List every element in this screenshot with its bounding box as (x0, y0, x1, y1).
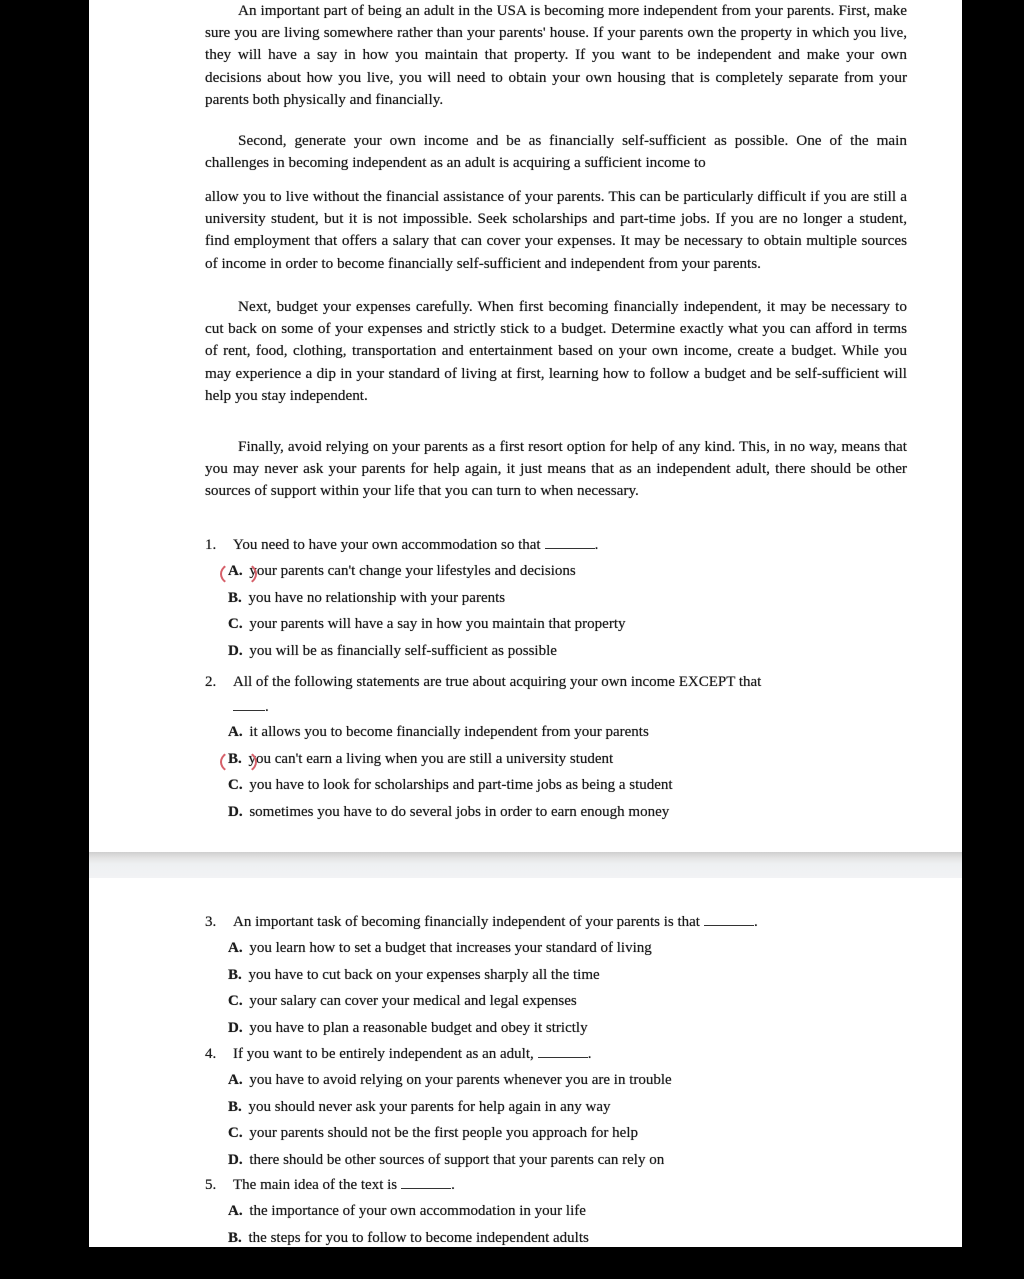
option-c[interactable] (205, 772, 915, 799)
option-letter: A. (228, 563, 243, 579)
option-letter: B. (228, 1229, 242, 1246)
option-letter: B. (228, 966, 242, 983)
question-stem (205, 909, 915, 935)
paragraph-text: Finally, avoid relying on your parents as a first resort option for help of any kind. This, in no way, means that you may never ask your parents for help again, it just means that as an independent adult, there should be other sources of support within your life that you can turn to when necessary. (205, 438, 907, 500)
question-number: 3. (205, 914, 217, 930)
option-c[interactable] (205, 1120, 915, 1147)
option-text: you have to avoid relying on your parents whenever you are in trouble (249, 1072, 672, 1088)
page-break-divider (89, 852, 962, 878)
passage-paragraph-1 (205, 0, 907, 111)
option-a[interactable] (205, 935, 915, 962)
option-letter: B. (228, 1098, 242, 1115)
question-stem (205, 1041, 915, 1067)
option-text: your parents can't change your lifestyles and decisions (249, 563, 576, 579)
option-d[interactable] (205, 1147, 915, 1174)
option-text: you have to look for scholarships and part-time jobs as being a student (249, 777, 673, 793)
option-text: you learn how to set a budget that increases your standard of living (249, 940, 652, 956)
option-c[interactable] (205, 988, 915, 1015)
question-stem (205, 532, 915, 558)
option-a[interactable] (205, 1198, 915, 1225)
option-letter: D. (228, 1019, 243, 1036)
option-letter: B. (228, 589, 242, 606)
option-d[interactable] (205, 1015, 915, 1042)
option-a[interactable] (205, 719, 915, 746)
option-text: you can't earn a living when you are still a university student (248, 750, 614, 767)
option-letter: C. (228, 993, 243, 1009)
option-letter: A. (228, 1203, 243, 1219)
answer-blank (233, 696, 265, 711)
option-text: it allows you to become financially independent from your parents (249, 724, 649, 740)
option-letter: A. (228, 724, 243, 740)
passage-paragraph-2-part-1 (205, 130, 907, 174)
option-d[interactable] (205, 638, 915, 665)
stem-end: . (753, 914, 758, 930)
option-text: your parents should not be the first people you approach for help (249, 1125, 638, 1141)
stem-text: You need to have your own accommodation so that (233, 537, 541, 553)
passage-paragraph-2-part-2 (205, 186, 907, 275)
option-text: the importance of your own accommodation in your life (249, 1203, 586, 1219)
question-2 (205, 669, 915, 825)
option-letter: C. (228, 1125, 243, 1141)
answer-circle-mark (220, 749, 257, 775)
option-text: the steps for you to follow to become independent adults (248, 1229, 589, 1246)
question-number: 4. (205, 1046, 217, 1062)
option-a[interactable] (205, 1067, 915, 1094)
option-letter: D. (228, 642, 243, 659)
option-text: your parents will have a say in how you maintain that property (249, 616, 626, 632)
option-letter: D. (228, 803, 243, 820)
option-b[interactable] (205, 746, 915, 773)
question-4 (205, 1041, 915, 1173)
answer-circle-mark (220, 561, 257, 587)
stem-end: . (451, 1177, 455, 1193)
option-text: you will be as financially self-sufficient as possible (249, 642, 557, 659)
option-text: you have to cut back on your expenses sharply all the time (248, 966, 600, 983)
stem-end: . (594, 537, 599, 553)
answer-blank (401, 1174, 451, 1189)
option-letter: B. (228, 750, 242, 767)
question-stem (205, 1172, 915, 1198)
question-text (233, 1172, 455, 1198)
question-text (233, 909, 758, 935)
passage-paragraph-3 (205, 296, 907, 407)
option-b[interactable] (205, 962, 915, 989)
option-text: you have no relationship with your parents (248, 589, 506, 606)
option-letter: A. (228, 940, 243, 956)
option-letter: D. (228, 1151, 243, 1168)
option-d[interactable] (205, 799, 915, 826)
passage-paragraph-4 (205, 436, 907, 503)
stem-text: The main idea of the text is (233, 1177, 398, 1193)
question-3 (205, 909, 915, 1041)
question-text (233, 1041, 592, 1067)
option-a[interactable] (205, 558, 915, 585)
paragraph-text: allow you to live without the financial assistance of your parents. This can be particularly difficult if you are still a university student, but it is not impossible. Seek scholarships and part-time jobs. If you are no longer a student, find employment that offers a salary that can cover your expenses. It may be necessary to obtain multiple sources of income in order to become financially self-sufficient and independent from your parents. (205, 188, 907, 272)
stem-text: An important task of becoming financially independent of your parents is that (233, 914, 700, 930)
paragraph-text: Second, generate your own income and be as financially self-sufficient as possible. One of the main challenges in becoming independent as an adult is acquiring a sufficient income to (205, 132, 907, 172)
paragraph-text: An important part of being an adult in the USA is becoming more independent from your parents. First, make sure you are living somewhere rather than your parents' house. If your parents own the property in which you live, they will have a say in how you maintain that property. If you want to be independent and make your own decisions about how you live, you will need to obtain your own housing that is completely separate from your parents both physically and financially. (205, 2, 907, 108)
option-text: you have to plan a reasonable budget and obey it strictly (249, 1019, 588, 1036)
option-b[interactable] (205, 1225, 915, 1252)
option-letter: A. (228, 1072, 243, 1088)
option-text: you should never ask your parents for help again in any way (248, 1098, 611, 1115)
stem-text: If you want to be entirely independent as an adult, (233, 1046, 534, 1062)
stem-end: . (587, 1046, 592, 1062)
question-stem (205, 669, 915, 695)
option-letter: C. (228, 777, 243, 793)
question-1 (205, 532, 915, 664)
option-text: sometimes you have to do several jobs in order to earn enough money (249, 803, 670, 820)
option-text: your salary can cover your medical and legal expenses (249, 993, 577, 1009)
question-text: All of the following statements are true about acquiring your own income EXCEPT that (233, 674, 762, 690)
option-b[interactable] (205, 585, 915, 612)
answer-blank (538, 1043, 588, 1058)
option-c[interactable] (205, 611, 915, 638)
question-number: 2. (205, 674, 217, 690)
paragraph-text: Next, budget your expenses carefully. When first becoming financially independent, it may be necessary to cut back on some of your expenses and strictly stick to a budget. Determine exactly what you can afford in terms of rent, food, clothing, transportation and entertainment based on your own income, create a budget. While you may experience a dip in your standard of living at first, learning how to follow a budget and be self-sufficient will help you stay independent. (205, 298, 907, 404)
answer-blank (704, 911, 754, 926)
option-text: there should be other sources of support that your parents can rely on (249, 1151, 665, 1168)
stem-continuation (205, 695, 915, 719)
question-number: 1. (205, 537, 217, 553)
question-text (233, 532, 598, 558)
answer-blank (545, 534, 595, 549)
option-letter: C. (228, 616, 243, 632)
stem-end: . (265, 699, 269, 715)
option-b[interactable] (205, 1094, 915, 1121)
question-number: 5. (205, 1177, 217, 1193)
question-5 (205, 1172, 915, 1251)
